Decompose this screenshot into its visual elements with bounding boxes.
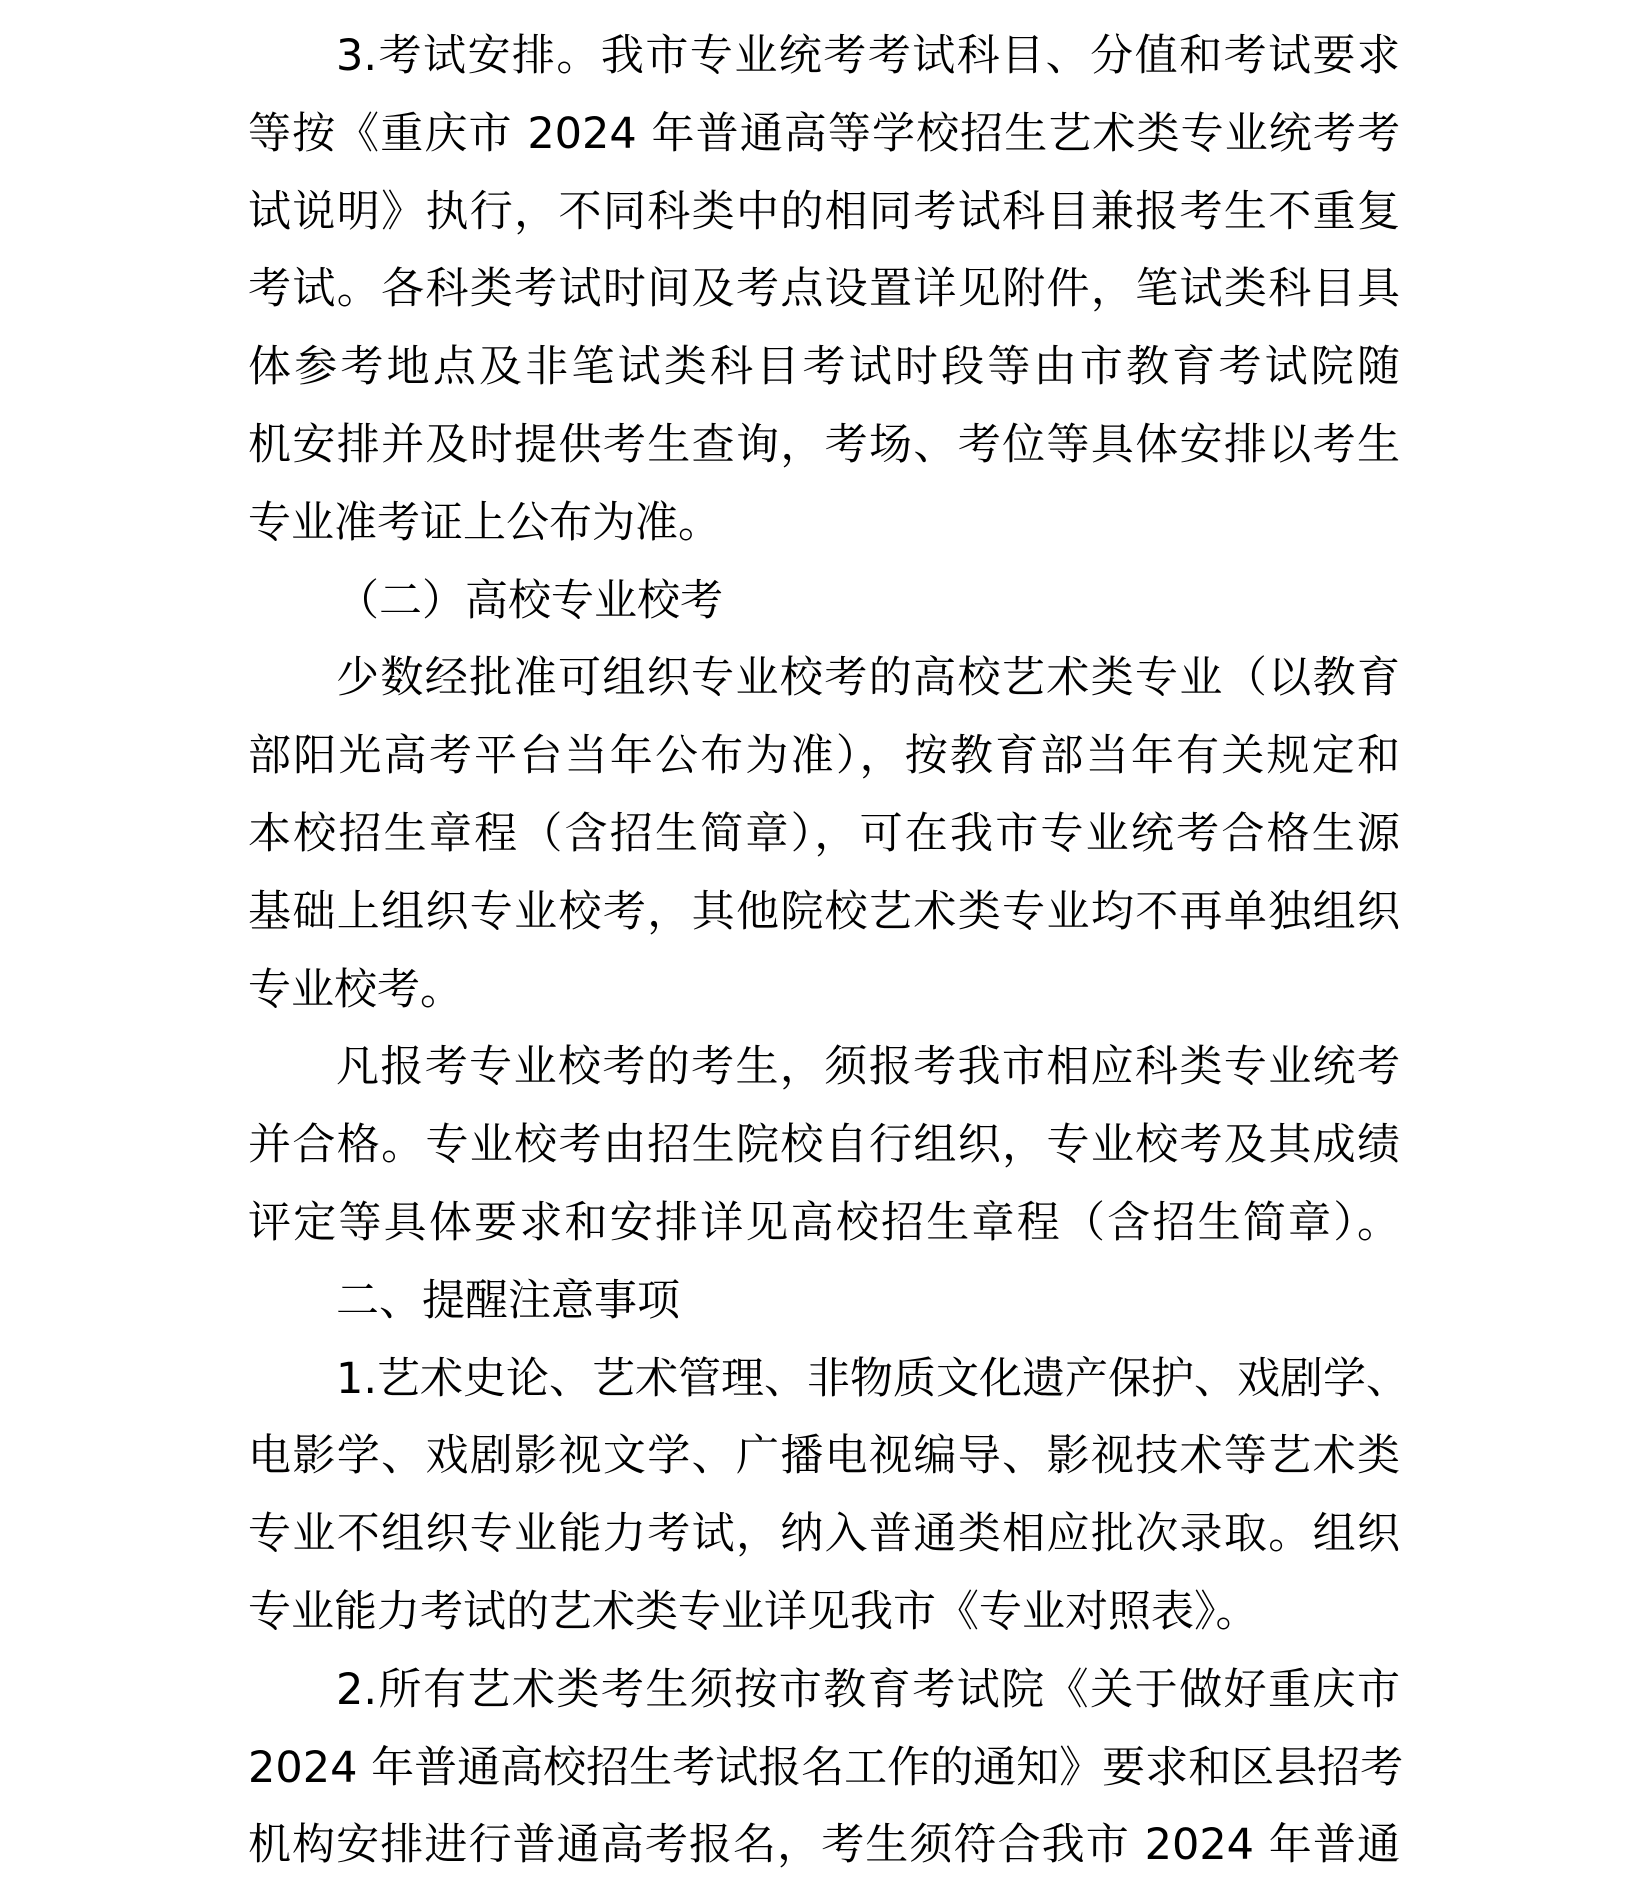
text-line: 专业准考证上公布为准。 <box>248 497 721 548</box>
text-line: 2.所有艺术类考生须按市教育考试院《关于做好重庆市 <box>336 1664 1400 1715</box>
text-line: 试说明》执行，不同科类中的相同考试科目兼报考生不重复 <box>248 186 1400 237</box>
text-line: 体参考地点及非笔试类科目考试时段等由市教育考试院随 <box>248 342 1400 393</box>
paragraph-exam-arrangement <box>248 18 1400 563</box>
heading-text: 二、提醒注意事项 <box>336 1275 680 1326</box>
document-page <box>248 18 1410 1885</box>
paragraph-reminder-2 <box>248 1652 1404 1885</box>
text-line: 基础上组织专业校考，其他院校艺术类专业均不再单独组织 <box>248 886 1400 937</box>
text-line: 凡报考专业校考的考生，须报考我市相应科类专业统考 <box>336 1042 1400 1093</box>
section-heading-reminders <box>248 1263 1400 1341</box>
section-heading-school-exam <box>248 563 1400 641</box>
text-line: 少数经批准可组织专业校考的高校艺术类专业（以教育 <box>336 653 1400 704</box>
heading-text: （二）高校专业校考 <box>336 575 723 626</box>
text-line: 并合格。专业校考由招生院校自行组织，专业校考及其成绩 <box>248 1120 1400 1171</box>
text-line: 1.艺术史论、艺术管理、非物质文化遗产保护、戏剧学、 <box>336 1353 1410 1404</box>
text-line: 电影学、戏剧影视文学、广播电视编导、影视技术等艺术类 <box>248 1431 1400 1482</box>
paragraph-reminder-1 <box>248 1341 1410 1652</box>
text-line: 专业能力考试的艺术类专业详见我市《专业对照表》。 <box>248 1586 1259 1637</box>
text-line: 部阳光高考平台当年公布为准），按教育部当年有关规定和 <box>248 731 1400 782</box>
text-line: 机安排并及时提供考生查询，考场、考位等具体安排以考生 <box>248 419 1400 470</box>
text-line: 本校招生章程（含招生简章），可在我市专业统考合格生源 <box>248 808 1400 859</box>
text-line: 考试。各科类考试时间及考点设置详见附件，笔试类科目具 <box>248 264 1400 315</box>
text-line: 专业校考。 <box>248 964 463 1015</box>
text-line: 3.考试安排。我市专业统考考试科目、分值和考试要求 <box>336 31 1400 81</box>
text-line: 等按《重庆市 2024 年普通高等学校招生艺术类专业统考考 <box>248 108 1400 159</box>
paragraph-school-exam-requirement <box>248 1029 1400 1262</box>
text-line: 机构安排进行普通高考报名，考生须符合我市 2024 年普通 <box>248 1820 1400 1871</box>
text-line: 2024 年普通高校招生考试报名工作的通知》要求和区县招考 <box>248 1742 1404 1793</box>
text-line: 专业不组织专业能力考试，纳入普通类相应批次录取。组织 <box>248 1509 1400 1560</box>
paragraph-school-exam-scope <box>248 640 1400 1029</box>
text-line: 评定等具体要求和安排详见高校招生章程（含招生简章）。 <box>248 1197 1400 1248</box>
